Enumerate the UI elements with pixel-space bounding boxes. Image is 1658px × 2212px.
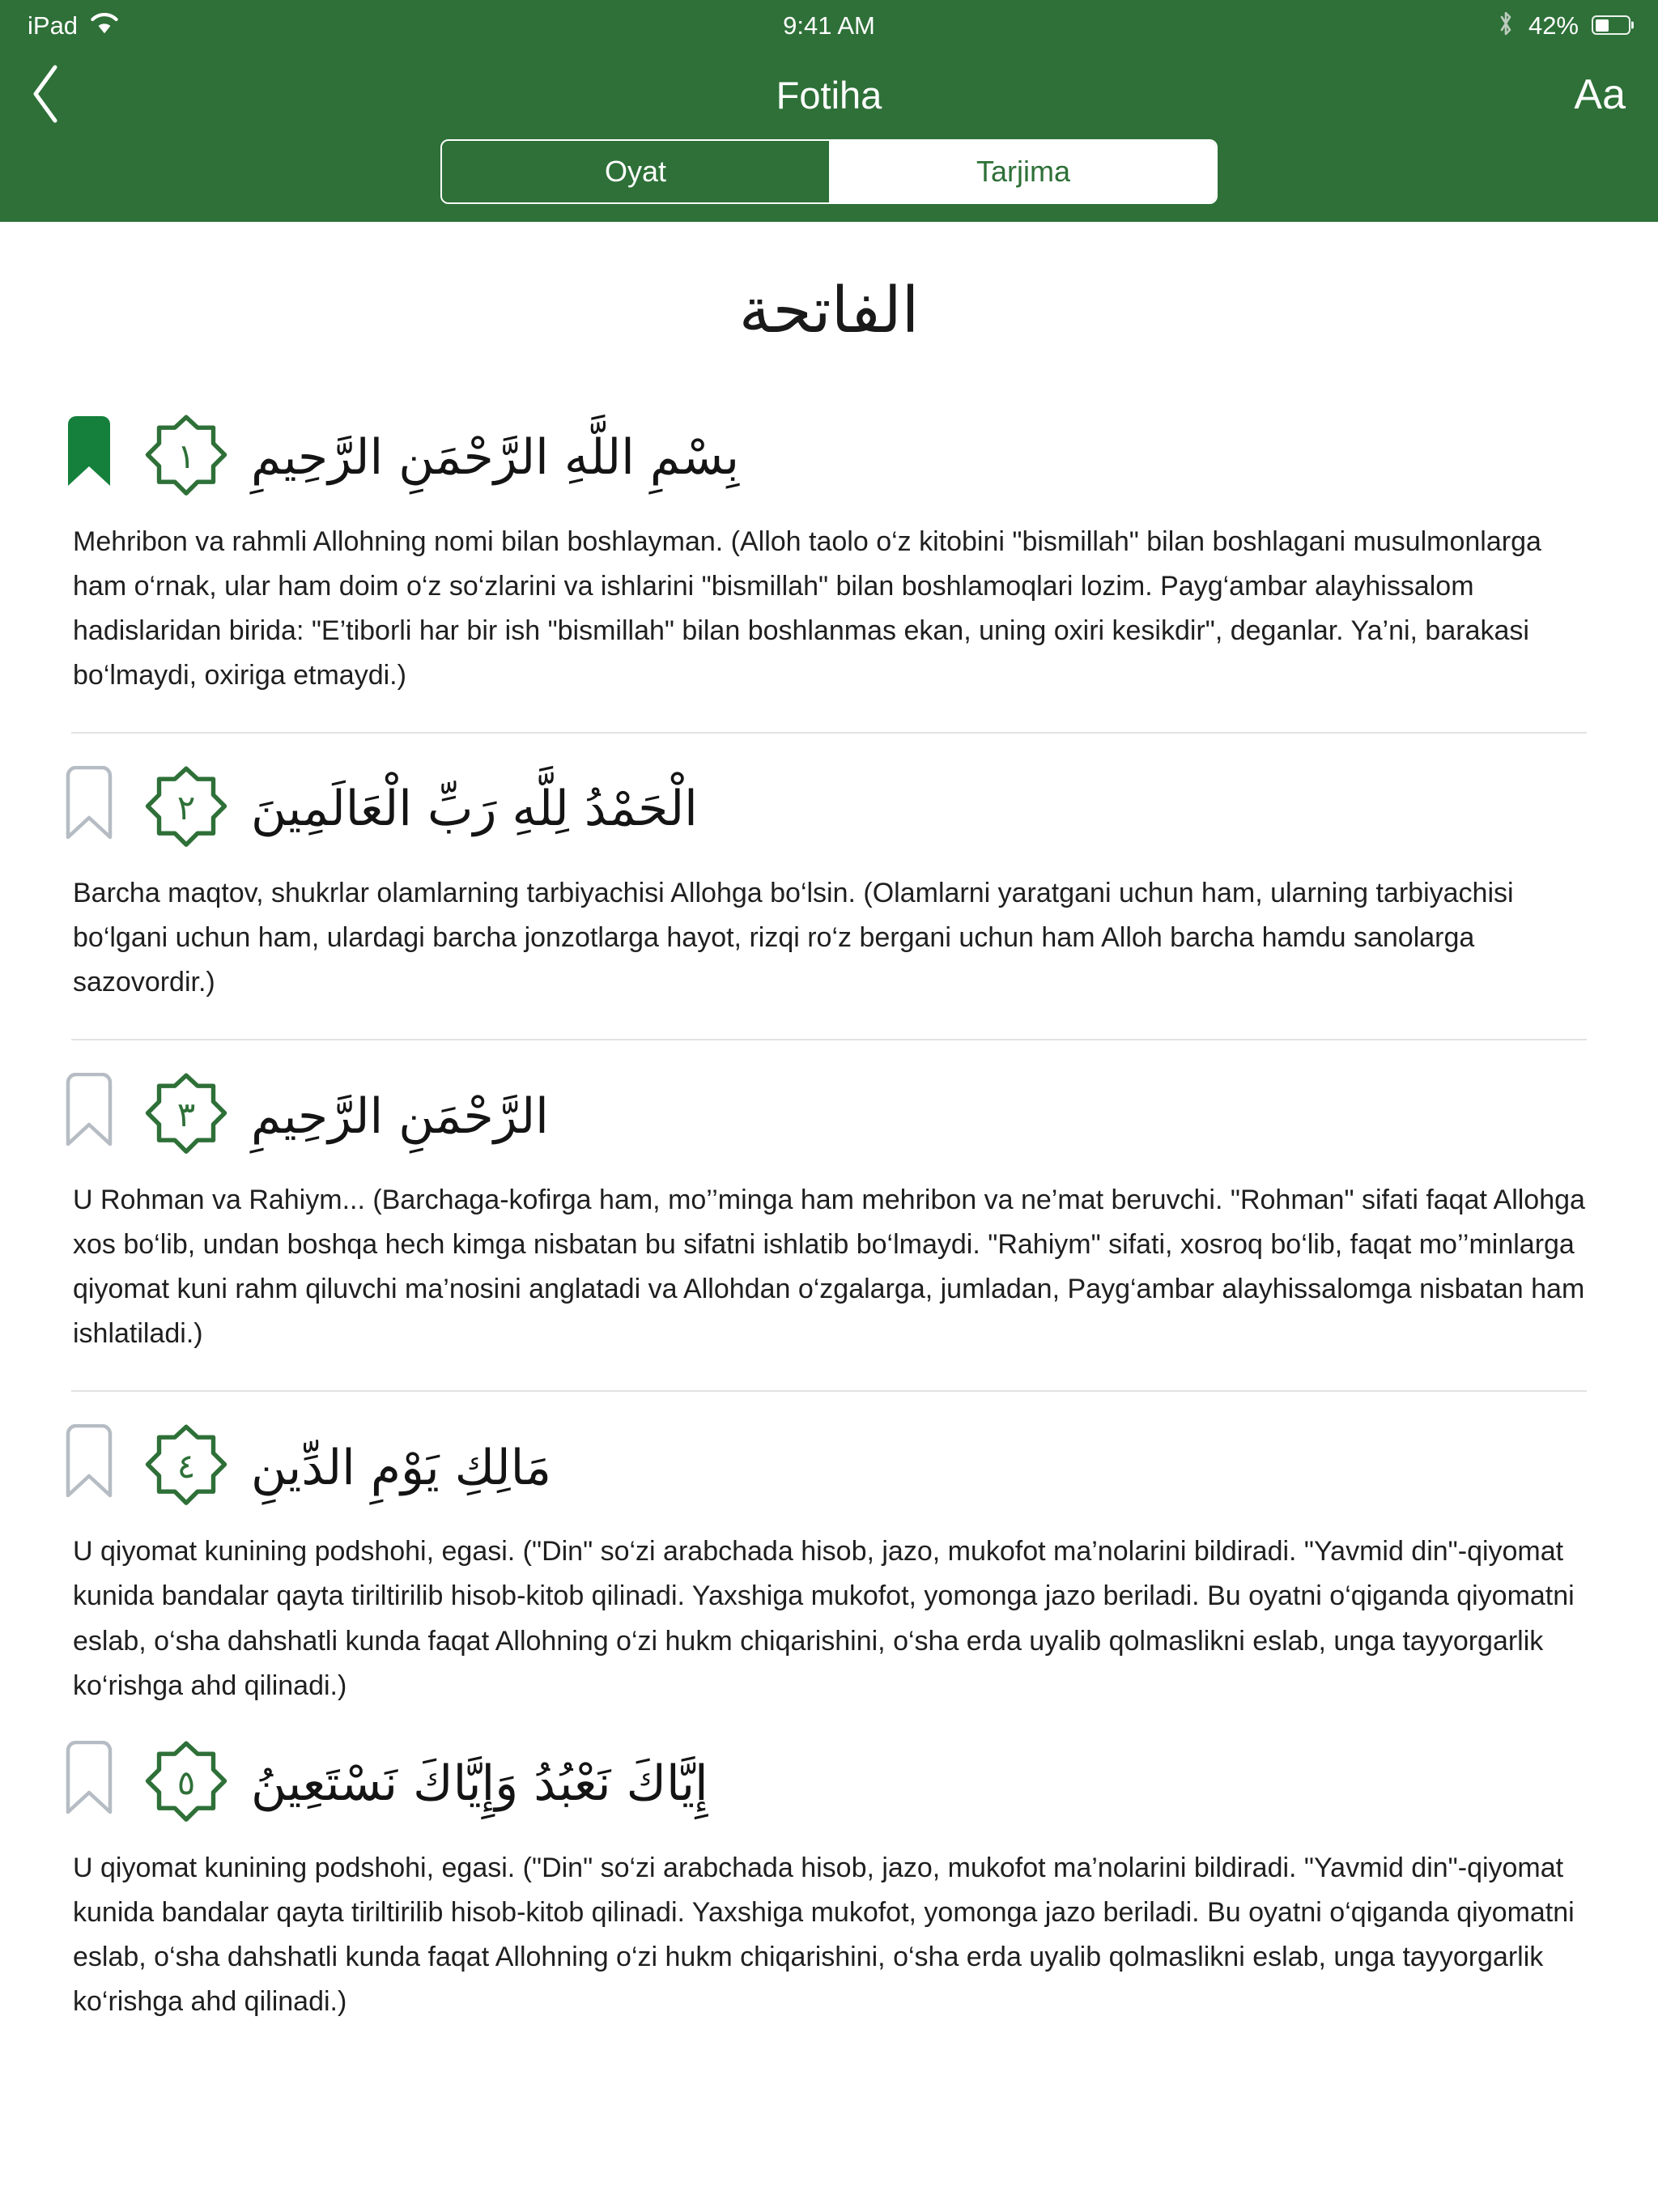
- ayah-number-badge: [142, 1424, 230, 1512]
- verse-arabic-text: مَالِكِ يَوْمِ الدِّينِ: [251, 1439, 552, 1496]
- ayah-number-label: ٣: [176, 1095, 196, 1135]
- status-bar: [0, 0, 1658, 50]
- ayah-number-badge: [142, 415, 230, 502]
- verse-translation-text: U qiyomat kunining podshohi, egasi. ("Din" so‘zi arabchada hisob, jazo, mukofot ma’nolarini bildiradi. "Yavmid din"-qiyomat kunida bandalar qayta tiriltirilib hisob-kitob qilinadi. Yaxshiga mukofot, yomonga jazo beriladi. Bu oyatni o‘qiganda qiyomatni eslab, o‘sha dahshatli kunda faqat Allohning o‘zi hukm chiqarishini, o‘sha erda uyalib qolmaslikni eslab, unga tayyorgarlik ko‘rishga ahd qilinadi.): [73, 1852, 1575, 2017]
- wifi-icon: [91, 13, 118, 38]
- verse-block: [63, 382, 1595, 734]
- navigation-bar: [0, 50, 1658, 139]
- bookmark-button[interactable]: [63, 1073, 126, 1157]
- ayah-number-label: ٢: [176, 787, 196, 827]
- verse-arabic-text: الرَّحْمَنِ الرَّحِيمِ: [251, 1087, 549, 1145]
- battery-fill: [1596, 19, 1609, 32]
- bookmark-button[interactable]: [63, 1741, 126, 1825]
- verse-header: [63, 756, 1595, 853]
- verse-block: [63, 1708, 1595, 2024]
- surah-arabic-title: الفاتحة: [738, 274, 920, 347]
- verse-translation-text: U qiyomat kunining podshohi, egasi. ("Din" so‘zi arabchada hisob, jazo, mukofot ma’nolarini bildiradi. "Yavmid din"-qiyomat kunida bandalar qayta tiriltirilib hisob-kitob qilinadi. Yaxshiga mukofot, yomonga jazo beriladi. Bu oyatni o‘qiganda qiyomatni eslab, o‘sha dahshatli kunda faqat Allohning o‘zi hukm chiqarishini, o‘sha erda uyalib qolmaslikni eslab, unga tayyorgarlik ko‘rishga ahd qilinadi.): [73, 1536, 1575, 1701]
- bookmark-outline-icon: [63, 1741, 115, 1818]
- ayah-number-label: ٤: [176, 1446, 196, 1487]
- verse-translation-text: U Rohman va Rahiym... (Barchaga-kofirga ham, mo’’minga ham mehribon va ne’mat beruvchi. "Rohman" sifati faqat Allohga xos bo‘lib, undan boshqa hech kimga nisbatan bu sifatni ishlatib bo‘lmaydi. "Rahiym" sifati, xosroq bo‘lib, faqat mo’’minlarga qiyomat kuni rahm qiluvchi ma’nosini anglatadi va Allohdan o‘zgalarga, jumladan, Payg‘ambar alayhissalomga nisbatan ham ishlatiladi.): [73, 1185, 1585, 1350]
- verse-arabic-text: بِسْمِ اللَّهِ الرَّحْمَنِ الرَّحِيمِ: [251, 429, 740, 486]
- tab-tarjima[interactable]: Tarjima: [829, 141, 1216, 202]
- verse-arabic-text: الْحَمْدُ لِلَّهِ رَبِّ الْعَالَمِينَ: [251, 781, 698, 838]
- bookmark-button[interactable]: [63, 1424, 126, 1508]
- app-header: [0, 0, 1658, 222]
- battery-icon: [1592, 15, 1630, 35]
- verse-block: [63, 1392, 1595, 1708]
- verse-arabic-row: [126, 766, 1595, 853]
- ayah-number-badge: [142, 1741, 230, 1828]
- font-size-button[interactable]: Aa: [1571, 69, 1629, 121]
- verse-arabic-row: [126, 1424, 1595, 1512]
- verse-translation-text: Mehribon va rahmli Allohning nomi bilan boshlayman. (Alloh taolo o‘z kitobini "bismillah" bilan boshlagani musulmonlarga ham o‘rnak, ular ham doim o‘z so‘zlarini va ishlarini "bismillah" bilan boshlamoqlari lozim. Payg‘ambar alayhissalom hadislaridan birida: "E’tiborli har bir ish "bismillah" bilan boshlanmas ekan, uning oxiri kesikdir", deganlar. Ya’ni, barakasi bo‘lmaydi, oxiriga etmaydi.): [73, 525, 1541, 691]
- verse-header: [63, 405, 1595, 502]
- ayah-number-label: ١: [176, 436, 196, 476]
- verse-arabic-row: [126, 415, 1595, 502]
- ayah-number-badge: [142, 766, 230, 853]
- segmented-control-container: [0, 139, 1658, 222]
- bookmark-button[interactable]: [63, 415, 126, 499]
- bookmark-outline-icon: [63, 1073, 115, 1150]
- tab-oyat[interactable]: Oyat: [442, 141, 829, 202]
- back-button[interactable]: [29, 60, 94, 130]
- bookmark-outline-icon: [63, 1424, 115, 1501]
- verse-header: [63, 1063, 1595, 1160]
- bookmark-outline-icon: [63, 766, 115, 843]
- verse-arabic-row: [126, 1741, 1595, 1828]
- verse-header: [63, 1414, 1595, 1512]
- verse-translation-text: Barcha maqtov, shukrlar olamlarning tarbiyachisi Allohga bo‘lsin. (Olamlarni yaratgani uchun ham, ularning tarbiyachisi bo‘lgani uchun ham, ulardagi barcha jonzotlarga hayot, rizqi ro‘z bergani uchun ham Alloh barcha hamdu sanolarga sazovordir.): [73, 877, 1514, 998]
- verse-arabic-text: إِيَّاكَ نَعْبُدُ وَإِيَّاكَ نَسْتَعِينُ: [251, 1755, 708, 1813]
- battery-percent-label: 42%: [1528, 11, 1579, 40]
- status-bar-left: [28, 13, 118, 38]
- verse-arabic-row: [126, 1073, 1595, 1160]
- segmented-control[interactable]: [440, 139, 1218, 204]
- bookmark-filled-icon: [63, 415, 115, 491]
- surah-content: [0, 222, 1658, 2024]
- ayah-number-badge: [142, 1073, 230, 1160]
- chevron-left-icon: [29, 63, 63, 127]
- page-title: Fotiha: [776, 73, 882, 117]
- status-bar-clock: 9:41 AM: [783, 11, 875, 40]
- verse-block: [63, 1040, 1595, 1392]
- ayah-number-label: ٥: [176, 1762, 196, 1802]
- verse-header: [63, 1731, 1595, 1828]
- device-name-label: iPad: [28, 11, 79, 40]
- bookmark-button[interactable]: [63, 766, 126, 850]
- status-bar-right: [1496, 9, 1630, 42]
- verse-block: [63, 734, 1595, 1040]
- bluetooth-icon: [1496, 9, 1516, 42]
